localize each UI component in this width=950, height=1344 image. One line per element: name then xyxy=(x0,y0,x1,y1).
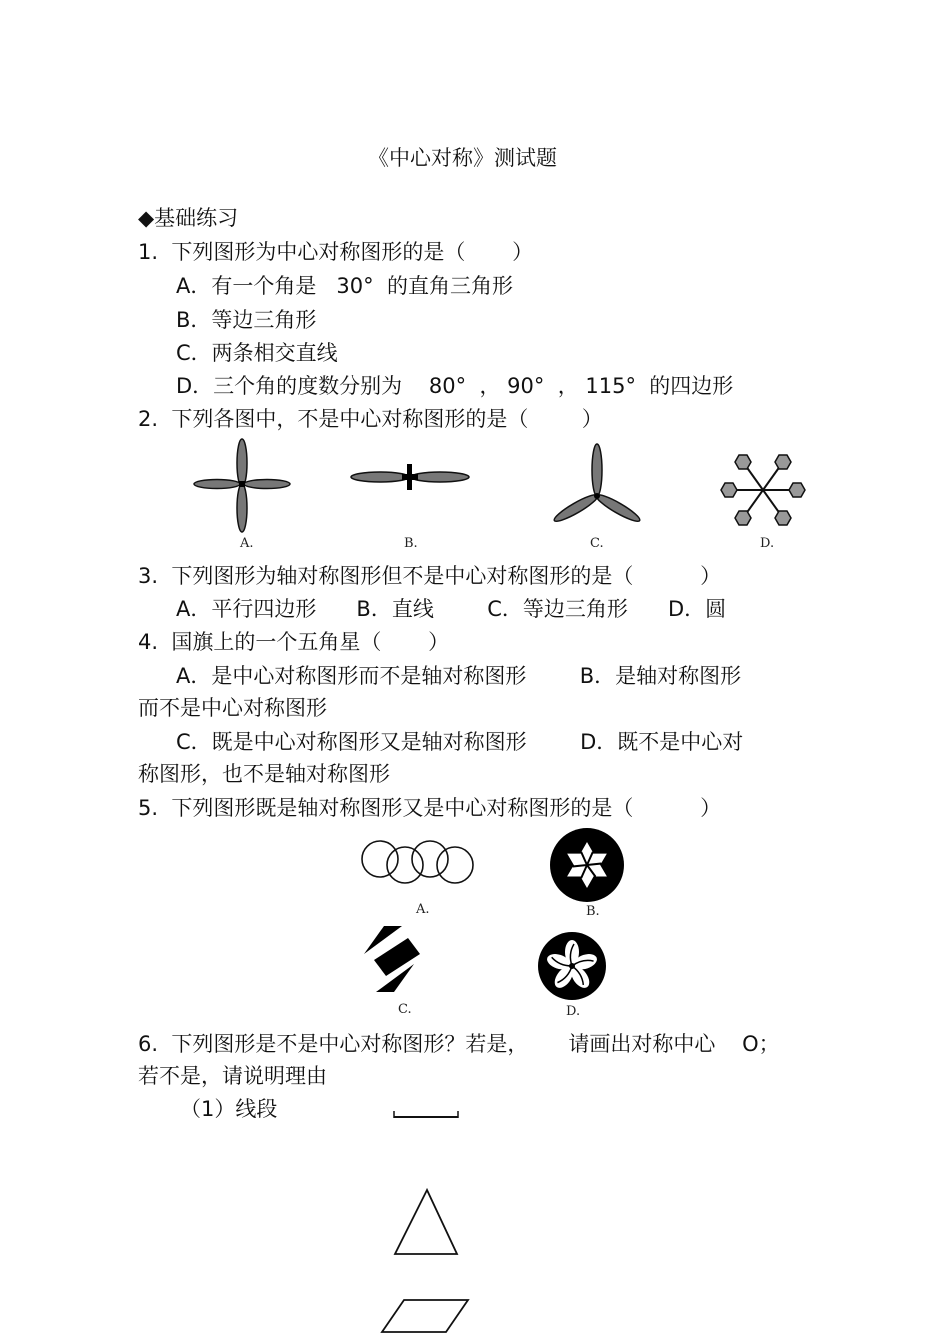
question-1-stem: 1. 下列图形为中心对称图形的是（ ） xyxy=(138,240,534,264)
question-2-stem: 2. 下列各图中，不是中心对称图形的是（ ） xyxy=(138,407,603,431)
question-4-line-2: 而不是中心对称图形 xyxy=(138,696,327,720)
question-4-line-3: C．既是中心对称图形又是轴对称图形 D．既不是中心对 xyxy=(176,730,744,754)
question-6-item-1: （1）线段 xyxy=(180,1097,278,1121)
question-3-stem: 3. 下列图形为轴对称图形但不是中心对称图形的是（ ） xyxy=(138,564,722,588)
question-5-figure-b xyxy=(548,826,626,904)
question-5-figure-d xyxy=(536,930,608,1002)
question-2-figure-b xyxy=(350,460,470,494)
question-2-label-c: C. xyxy=(590,536,604,551)
question-2-figure-d xyxy=(716,450,810,530)
question-5-stem: 5. 下列图形既是轴对称图形又是中心对称图形的是（ ） xyxy=(138,796,722,820)
question-1-option-d: D．三个角的度数分别为 80° ， 90° ， 115° 的四边形 xyxy=(176,374,734,398)
question-2-label-d: D. xyxy=(760,536,775,551)
question-6-stem-line-2: 若不是，请说明理由 xyxy=(138,1064,327,1088)
question-2-label-a: A. xyxy=(240,536,254,551)
question-4-line-4: 称图形，也不是轴对称图形 xyxy=(138,762,390,786)
triangle-figure xyxy=(390,1186,462,1258)
question-5-label-a: A. xyxy=(416,902,430,917)
question-6-stem-line-1: 6. 下列图形是不是中心对称图形？若是， 请画出对称中心 O； xyxy=(138,1032,780,1056)
question-3-options: A．平行四边形 B．直线 C．等边三角形 D．圆 xyxy=(176,597,727,621)
question-2-label-b: B. xyxy=(404,536,418,551)
question-4-stem: 4. 国旗上的一个五角星（ ） xyxy=(138,630,450,654)
question-1-option-a: A．有一个角是 30° 的直角三角形 xyxy=(176,274,513,298)
question-1-option-b: B．等边三角形 xyxy=(176,308,317,332)
section-heading: ◆基础练习 xyxy=(138,206,239,230)
page-title: 《中心对称》测试题 xyxy=(368,146,557,170)
question-5-label-c: C. xyxy=(398,1002,412,1017)
parallelogram-figure xyxy=(378,1296,472,1336)
question-2-figure-a xyxy=(190,438,294,532)
question-5-figure-a xyxy=(360,838,478,888)
question-5-label-d: D. xyxy=(566,1004,581,1019)
line-segment-figure xyxy=(390,1108,462,1120)
question-2-figure-c xyxy=(552,442,642,532)
question-4-line-1: A．是中心对称图形而不是轴对称图形 B．是轴对称图形 xyxy=(176,664,742,688)
question-5-label-b: B. xyxy=(586,904,600,919)
question-5-figure-c xyxy=(354,924,424,994)
question-1-option-c: C．两条相交直线 xyxy=(176,341,338,365)
